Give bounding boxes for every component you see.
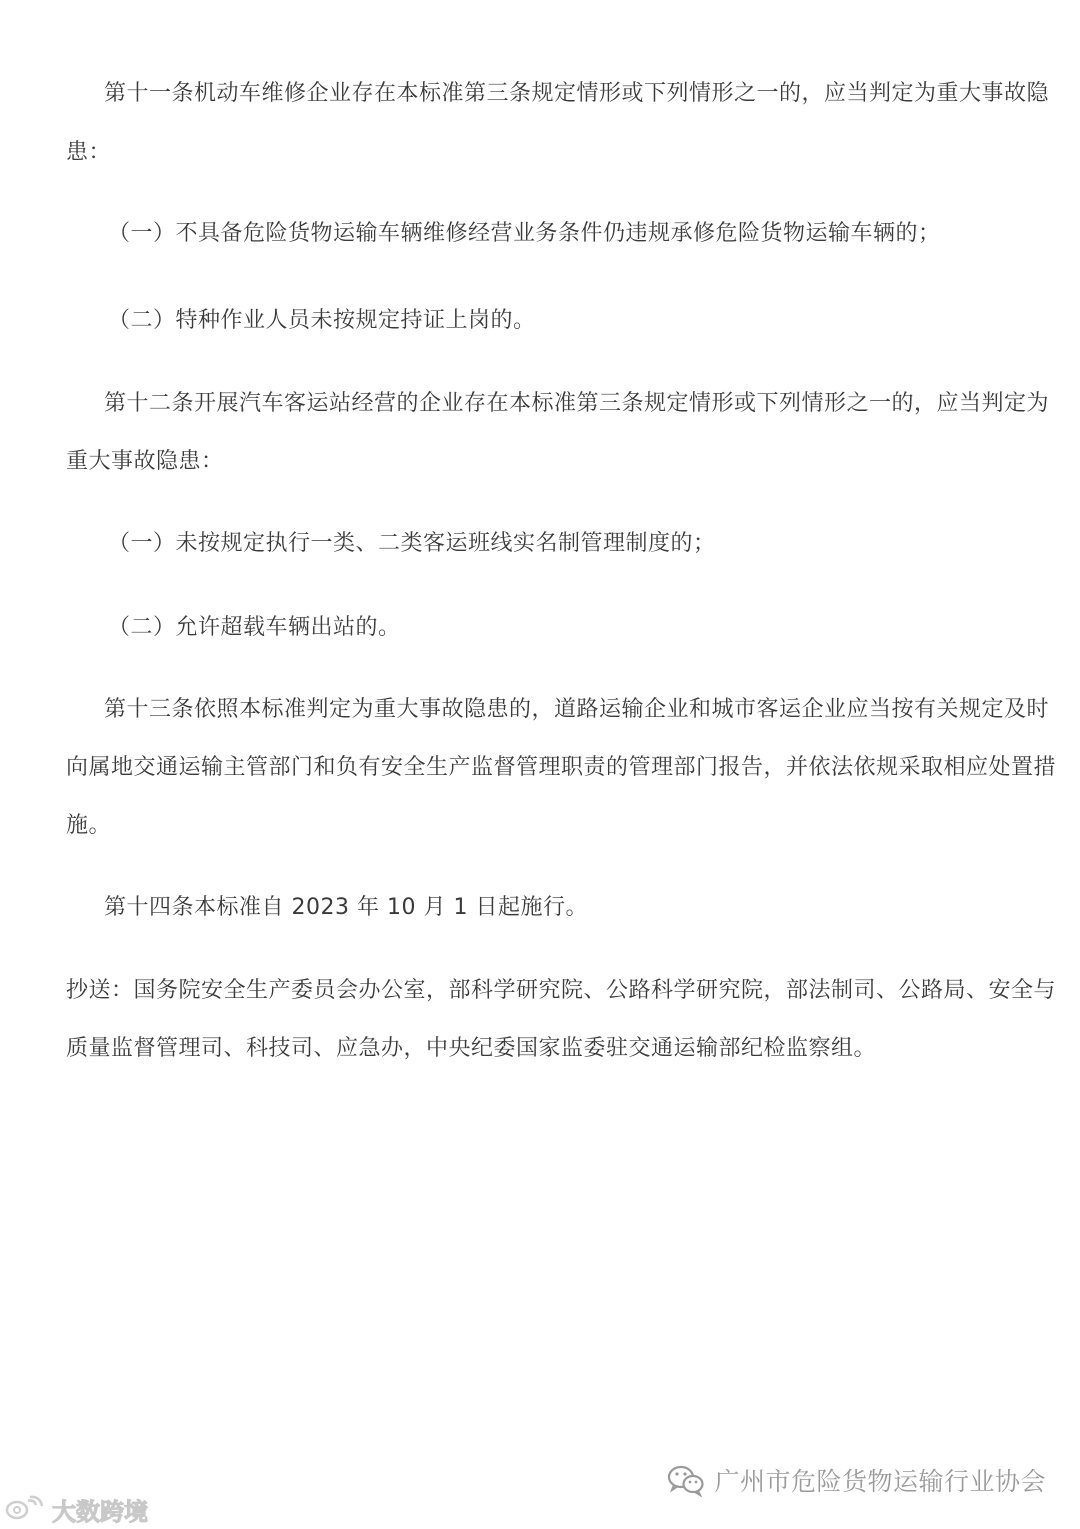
article-11-item-1: （一）不具备危险货物运输车辆维修经营业务条件仍违规承修危险货物运输车辆的； [108, 221, 941, 246]
article-14-line: 第十四条本标准自 2023 年 10 月 1 日起施行。 [104, 895, 588, 920]
weibo-style-logo-icon [4, 1495, 48, 1523]
corner-logo-watermark [4, 1492, 148, 1526]
article-12-item-1: （一）未按规定执行一类、二类客运班线实名制管理制度的； [108, 531, 716, 556]
article-12-line-2: 重大事故隐患： [66, 449, 224, 474]
cc-line-1: 抄送：国务院安全生产委员会办公室，部科学研究院、公路科学研究院，部法制司、公路局、安全与 [66, 978, 1057, 1003]
cc-line-2: 质量监督管理司、科技司、应急办，中央纪委国家监委驻交通运输部纪检监察组。 [66, 1036, 877, 1061]
article-13-line-2: 向属地交通运输主管部门和负有安全生产监督管理职责的管理部门报告，并依法依规采取相应处置措 [66, 755, 1057, 780]
article-11-item-2: （二）特种作业人员未按规定持证上岗的。 [108, 308, 536, 333]
article-12-line-1: 第十二条开展汽车客运站经营的企业存在本标准第三条规定情形或下列情形之一的，应当判定为 [104, 391, 1050, 416]
article-11-line-1: 第十一条机动车维修企业存在本标准第三条规定情形或下列情形之一的，应当判定为重大事故隐 [104, 81, 1050, 106]
corner-logo-text: 大数跨境 [52, 1497, 148, 1526]
wechat-account-watermark [666, 1460, 1046, 1500]
article-12-item-2: （二）允许超载车辆出站的。 [108, 615, 401, 640]
article-13-line-3: 施。 [66, 813, 112, 838]
article-11-line-2: 患： [66, 140, 112, 165]
wechat-account-name: 广州市危险货物运输行业协会 [714, 1467, 1046, 1496]
article-13-line-1: 第十三条依照本标准判定为重大事故隐患的，道路运输企业和城市客运企业应当按有关规定及时 [104, 697, 1050, 722]
wechat-icon [666, 1463, 706, 1497]
